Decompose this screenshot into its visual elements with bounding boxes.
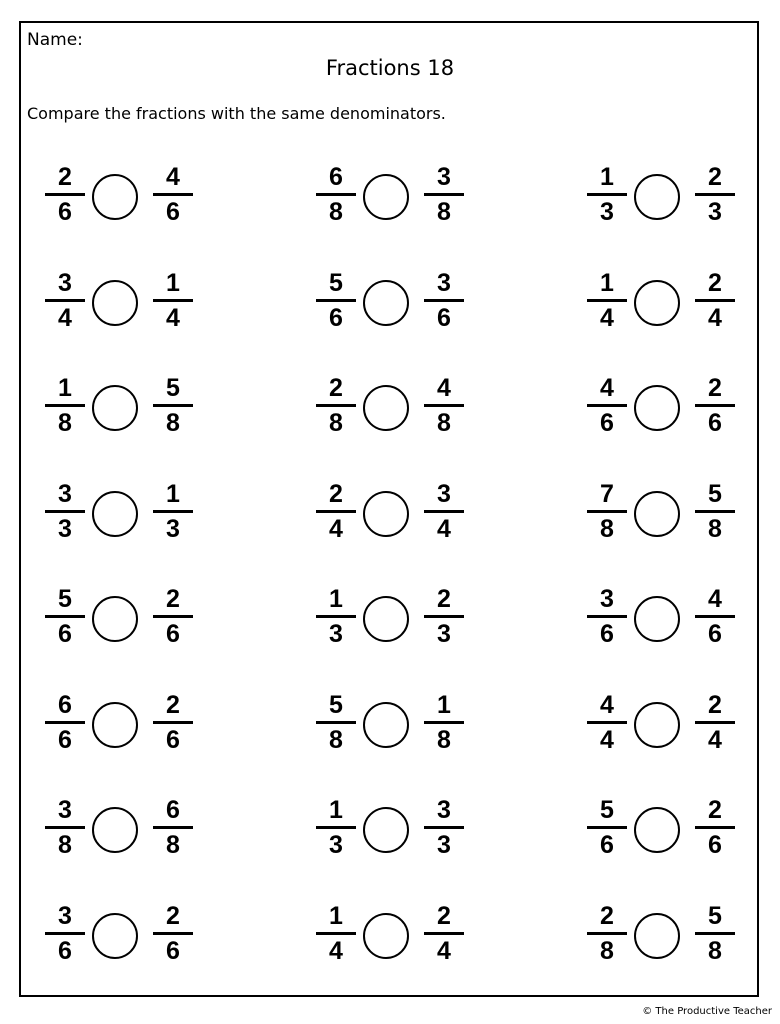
answer-circle[interactable] <box>363 807 409 853</box>
denominator: 6 <box>329 304 343 332</box>
fraction-bar <box>587 932 627 935</box>
answer-circle[interactable] <box>363 596 409 642</box>
answer-circle[interactable] <box>363 174 409 220</box>
numerator: 2 <box>600 902 614 930</box>
fraction-bar <box>695 826 735 829</box>
left-fraction <box>314 795 358 860</box>
problem-r7-c3 <box>585 793 755 873</box>
denominator: 6 <box>708 831 722 859</box>
answer-circle[interactable] <box>634 596 680 642</box>
right-fraction <box>151 373 195 438</box>
fraction-bar <box>45 932 85 935</box>
answer-circle[interactable] <box>92 807 138 853</box>
left-fraction <box>585 268 629 333</box>
right-fraction <box>693 901 737 966</box>
denominator: 4 <box>166 304 180 332</box>
problem-r5-c3 <box>585 582 755 662</box>
fraction-bar <box>587 193 627 196</box>
left-fraction <box>585 162 629 227</box>
problem-r6-c1 <box>43 688 213 768</box>
numerator: 2 <box>166 585 180 613</box>
fraction-bar <box>45 721 85 724</box>
problem-r8-c3 <box>585 899 755 979</box>
left-fraction <box>43 690 87 755</box>
denominator: 4 <box>437 937 451 965</box>
denominator: 6 <box>166 726 180 754</box>
numerator: 1 <box>58 374 72 402</box>
fraction-bar <box>316 826 356 829</box>
right-fraction <box>422 901 466 966</box>
left-fraction <box>314 584 358 649</box>
denominator: 6 <box>166 620 180 648</box>
problem-r3-c1 <box>43 371 213 451</box>
right-fraction <box>151 901 195 966</box>
denominator: 3 <box>58 515 72 543</box>
denominator: 4 <box>708 726 722 754</box>
denominator: 4 <box>437 515 451 543</box>
answer-circle[interactable] <box>92 174 138 220</box>
numerator: 4 <box>166 163 180 191</box>
fraction-bar <box>153 510 193 513</box>
fraction-bar <box>45 826 85 829</box>
fraction-bar <box>424 299 464 302</box>
denominator: 8 <box>600 515 614 543</box>
left-fraction <box>585 795 629 860</box>
numerator: 1 <box>437 691 451 719</box>
denominator: 3 <box>600 198 614 226</box>
numerator: 3 <box>58 796 72 824</box>
answer-circle[interactable] <box>363 491 409 537</box>
denominator: 6 <box>58 726 72 754</box>
numerator: 2 <box>708 163 722 191</box>
left-fraction <box>314 901 358 966</box>
answer-circle[interactable] <box>92 385 138 431</box>
denominator: 3 <box>329 620 343 648</box>
numerator: 3 <box>437 480 451 508</box>
fraction-bar <box>424 932 464 935</box>
denominator: 4 <box>708 304 722 332</box>
numerator: 5 <box>600 796 614 824</box>
denominator: 8 <box>708 515 722 543</box>
left-fraction <box>585 901 629 966</box>
denominator: 6 <box>708 620 722 648</box>
denominator: 6 <box>600 409 614 437</box>
fraction-bar <box>587 615 627 618</box>
numerator: 4 <box>437 374 451 402</box>
answer-circle[interactable] <box>363 702 409 748</box>
numerator: 3 <box>437 796 451 824</box>
left-fraction <box>585 690 629 755</box>
problem-r3-c2 <box>314 371 484 451</box>
answer-circle[interactable] <box>363 913 409 959</box>
fraction-bar <box>424 404 464 407</box>
denominator: 8 <box>437 726 451 754</box>
denominator: 6 <box>600 831 614 859</box>
right-fraction <box>151 795 195 860</box>
denominator: 8 <box>166 409 180 437</box>
fraction-bar <box>695 615 735 618</box>
right-fraction <box>693 479 737 544</box>
denominator: 4 <box>58 304 72 332</box>
numerator: 1 <box>166 269 180 297</box>
denominator: 3 <box>166 515 180 543</box>
answer-circle[interactable] <box>363 280 409 326</box>
denominator: 8 <box>329 198 343 226</box>
fraction-bar <box>316 299 356 302</box>
right-fraction <box>422 162 466 227</box>
right-fraction <box>422 795 466 860</box>
fraction-bar <box>695 932 735 935</box>
fraction-bar <box>695 404 735 407</box>
denominator: 6 <box>58 198 72 226</box>
numerator: 5 <box>329 691 343 719</box>
fraction-bar <box>587 404 627 407</box>
right-fraction <box>422 373 466 438</box>
denominator: 8 <box>437 198 451 226</box>
fraction-bar <box>587 721 627 724</box>
fraction-bar <box>153 299 193 302</box>
problem-r6-c2 <box>314 688 484 768</box>
answer-circle[interactable] <box>634 280 680 326</box>
denominator: 4 <box>600 304 614 332</box>
denominator: 3 <box>708 198 722 226</box>
right-fraction <box>422 690 466 755</box>
fraction-bar <box>45 404 85 407</box>
numerator: 2 <box>329 374 343 402</box>
numerator: 5 <box>166 374 180 402</box>
numerator: 2 <box>437 902 451 930</box>
numerator: 6 <box>329 163 343 191</box>
fraction-bar <box>153 721 193 724</box>
numerator: 3 <box>58 269 72 297</box>
numerator: 1 <box>329 902 343 930</box>
fraction-bar <box>424 826 464 829</box>
right-fraction <box>151 268 195 333</box>
fraction-bar <box>587 510 627 513</box>
numerator: 3 <box>437 269 451 297</box>
left-fraction <box>43 268 87 333</box>
fraction-bar <box>45 193 85 196</box>
left-fraction <box>585 479 629 544</box>
denominator: 6 <box>58 937 72 965</box>
numerator: 5 <box>708 480 722 508</box>
numerator: 2 <box>58 163 72 191</box>
denominator: 6 <box>437 304 451 332</box>
problem-r2-c2 <box>314 266 484 346</box>
problem-r4-c1 <box>43 477 213 557</box>
numerator: 3 <box>58 902 72 930</box>
problem-r2-c1 <box>43 266 213 346</box>
denominator: 4 <box>600 726 614 754</box>
fraction-bar <box>695 721 735 724</box>
answer-circle[interactable] <box>92 491 138 537</box>
copyright: © The Productive Teacher <box>642 1006 772 1017</box>
numerator: 2 <box>166 902 180 930</box>
fraction-bar <box>316 193 356 196</box>
left-fraction <box>43 795 87 860</box>
problem-r8-c1 <box>43 899 213 979</box>
denominator: 8 <box>437 409 451 437</box>
numerator: 2 <box>708 691 722 719</box>
numerator: 2 <box>329 480 343 508</box>
answer-circle[interactable] <box>92 702 138 748</box>
right-fraction <box>693 690 737 755</box>
fraction-bar <box>587 826 627 829</box>
numerator: 7 <box>600 480 614 508</box>
denominator: 8 <box>600 937 614 965</box>
numerator: 2 <box>708 796 722 824</box>
left-fraction <box>585 584 629 649</box>
right-fraction <box>422 268 466 333</box>
left-fraction <box>314 479 358 544</box>
numerator: 2 <box>708 374 722 402</box>
fraction-bar <box>587 299 627 302</box>
fraction-bar <box>316 721 356 724</box>
numerator: 6 <box>166 796 180 824</box>
denominator: 3 <box>437 620 451 648</box>
fraction-bar <box>424 615 464 618</box>
right-fraction <box>693 162 737 227</box>
numerator: 4 <box>600 691 614 719</box>
numerator: 6 <box>58 691 72 719</box>
problem-r4-c3 <box>585 477 755 557</box>
denominator: 8 <box>58 831 72 859</box>
right-fraction <box>151 690 195 755</box>
left-fraction <box>43 479 87 544</box>
right-fraction <box>693 268 737 333</box>
denominator: 8 <box>329 409 343 437</box>
denominator: 6 <box>166 937 180 965</box>
answer-circle[interactable] <box>92 280 138 326</box>
fraction-bar <box>695 510 735 513</box>
denominator: 3 <box>329 831 343 859</box>
denominator: 8 <box>708 937 722 965</box>
fraction-bar <box>153 615 193 618</box>
problem-r3-c3 <box>585 371 755 451</box>
denominator: 3 <box>437 831 451 859</box>
problem-r1-c3 <box>585 160 755 240</box>
left-fraction <box>314 268 358 333</box>
numerator: 1 <box>600 163 614 191</box>
left-fraction <box>43 901 87 966</box>
answer-circle[interactable] <box>634 807 680 853</box>
problem-r6-c3 <box>585 688 755 768</box>
answer-circle[interactable] <box>363 385 409 431</box>
fraction-bar <box>316 932 356 935</box>
fraction-bar <box>45 510 85 513</box>
answer-circle[interactable] <box>634 385 680 431</box>
numerator: 2 <box>437 585 451 613</box>
fraction-bar <box>153 404 193 407</box>
answer-circle[interactable] <box>92 913 138 959</box>
left-fraction <box>43 584 87 649</box>
problem-r1-c1 <box>43 160 213 240</box>
denominator: 8 <box>329 726 343 754</box>
right-fraction <box>422 479 466 544</box>
numerator: 5 <box>708 902 722 930</box>
numerator: 1 <box>329 585 343 613</box>
fraction-bar <box>695 299 735 302</box>
fraction-bar <box>316 615 356 618</box>
denominator: 8 <box>58 409 72 437</box>
numerator: 3 <box>58 480 72 508</box>
right-fraction <box>151 479 195 544</box>
right-fraction <box>151 162 195 227</box>
left-fraction <box>314 162 358 227</box>
numerator: 1 <box>329 796 343 824</box>
instructions: Compare the fractions with the same denominators. <box>27 104 446 123</box>
numerator: 3 <box>600 585 614 613</box>
right-fraction <box>693 584 737 649</box>
left-fraction <box>43 373 87 438</box>
fraction-bar <box>153 932 193 935</box>
problem-r7-c1 <box>43 793 213 873</box>
answer-circle[interactable] <box>634 913 680 959</box>
problem-r5-c2 <box>314 582 484 662</box>
fraction-bar <box>153 193 193 196</box>
left-fraction <box>43 162 87 227</box>
page-title: Fractions 18 <box>325 56 455 80</box>
numerator: 2 <box>708 269 722 297</box>
numerator: 1 <box>166 480 180 508</box>
left-fraction <box>314 690 358 755</box>
denominator: 4 <box>329 515 343 543</box>
fraction-bar <box>424 510 464 513</box>
answer-circle[interactable] <box>634 174 680 220</box>
numerator: 3 <box>437 163 451 191</box>
name-label: Name: <box>27 30 83 50</box>
fraction-bar <box>153 826 193 829</box>
answer-circle[interactable] <box>634 702 680 748</box>
right-fraction <box>693 373 737 438</box>
fraction-bar <box>695 193 735 196</box>
denominator: 6 <box>58 620 72 648</box>
fraction-bar <box>45 299 85 302</box>
left-fraction <box>314 373 358 438</box>
numerator: 1 <box>600 269 614 297</box>
problem-r8-c2 <box>314 899 484 979</box>
numerator: 4 <box>708 585 722 613</box>
fraction-bar <box>316 510 356 513</box>
right-fraction <box>693 795 737 860</box>
problem-r2-c3 <box>585 266 755 346</box>
problem-r7-c2 <box>314 793 484 873</box>
fraction-bar <box>45 615 85 618</box>
numerator: 5 <box>329 269 343 297</box>
numerator: 5 <box>58 585 72 613</box>
answer-circle[interactable] <box>92 596 138 642</box>
right-fraction <box>151 584 195 649</box>
problem-r4-c2 <box>314 477 484 557</box>
fraction-bar <box>424 193 464 196</box>
right-fraction <box>422 584 466 649</box>
denominator: 6 <box>708 409 722 437</box>
numerator: 4 <box>600 374 614 402</box>
denominator: 8 <box>166 831 180 859</box>
left-fraction <box>585 373 629 438</box>
answer-circle[interactable] <box>634 491 680 537</box>
denominator: 4 <box>329 937 343 965</box>
problem-r5-c1 <box>43 582 213 662</box>
denominator: 6 <box>166 198 180 226</box>
fraction-bar <box>316 404 356 407</box>
numerator: 2 <box>166 691 180 719</box>
denominator: 6 <box>600 620 614 648</box>
problem-r1-c2 <box>314 160 484 240</box>
fraction-bar <box>424 721 464 724</box>
